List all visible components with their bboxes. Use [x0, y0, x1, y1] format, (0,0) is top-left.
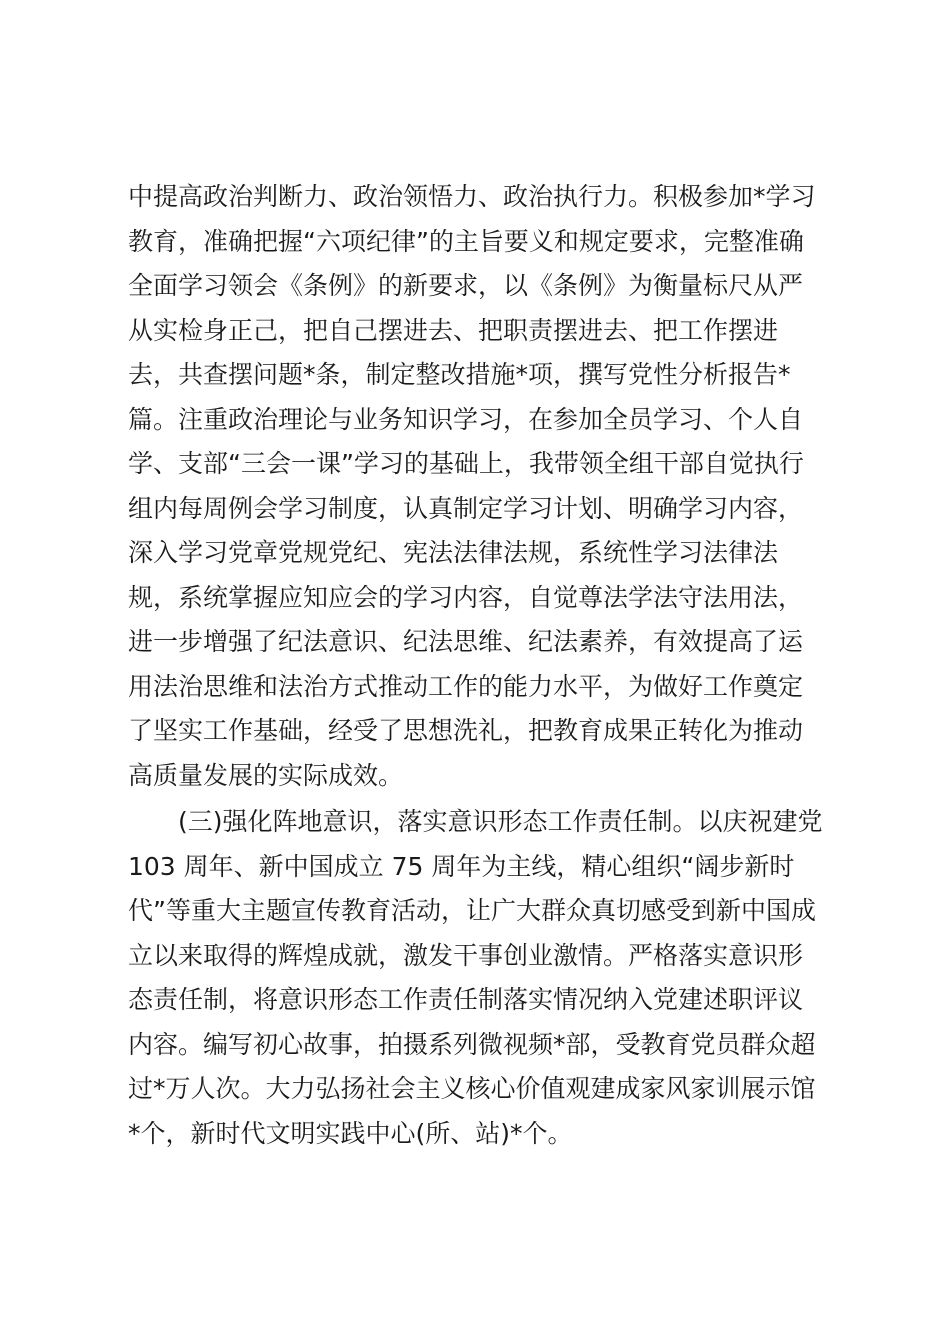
text-line: 立以来取得的辉煌成就，激发干事创业激情。严格落实意识形 — [128, 940, 804, 970]
text-line: 组内每周例会学习制度，认真制定学习计划、明确学习内容， — [128, 493, 804, 523]
paragraph-study-education — [128, 175, 828, 798]
text-line: *个，新时代文明实践中心(所、站)*个。 — [128, 1118, 573, 1148]
text-line: 去，共查摆问题*条，制定整改措施*项，撰写党性分析报告* — [128, 360, 791, 389]
text-line: 深入学习党章党规党纪、宪法法律法规，系统性学习法律法 — [128, 538, 779, 567]
paragraph-ideology-responsibility — [128, 800, 828, 1156]
text-line: 高质量发展的实际成效。 — [128, 760, 404, 790]
text-line: 内容。编写初心故事，拍摄系列微视频*部，受教育党员群众超 — [128, 1029, 816, 1059]
text-line: 全面学习领会《条例》的新要求，以《条例》为衡量标尺从严 — [128, 271, 804, 300]
text-line: 了坚实工作基础，经受了思想洗礼，把教育成果正转化为推动 — [128, 716, 804, 745]
text-line: 学、支部“三会一课”学习的基础上，我带领全组干部自觉执行 — [128, 449, 804, 478]
text-line: 篇。注重政治理论与业务知识学习，在参加全员学习、个人自 — [128, 404, 804, 434]
text-line: 态责任制，将意识形态工作责任制落实情况纳入党建述职评议 — [128, 985, 804, 1014]
text-line: 代”等重大主题宣传教育活动，让广大群众真切感受到新中国成 — [128, 896, 816, 925]
text-line: 规，系统掌握应知应会的学习内容，自觉尊法学法守法用法， — [128, 582, 804, 612]
text-line: 进一步增强了纪法意识、纪法思维、纪法素养，有效提高了运 — [128, 627, 804, 656]
text-line: 中提高政治判断力、政治领悟力、政治执行力。积极参加*学习 — [128, 182, 816, 211]
text-line: 用法治思维和法治方式推动工作的能力水平，为做好工作奠定 — [128, 671, 804, 701]
text-line: 从实检身正己，把自己摆进去、把职责摆进去、把工作摆进 — [128, 315, 779, 345]
text-line: 过*万人次。大力弘扬社会主义核心价值观建成家风家训展示馆 — [128, 1074, 816, 1103]
text-line: 103 周年、新中国成立 75 周年为主线，精心组织“阔步新时 — [128, 851, 795, 881]
text-line: 教育，准确把握“六项纪律”的主旨要义和规定要求，完整准确 — [128, 226, 804, 256]
section-heading-line: (三)强化阵地意识，落实意识形态工作责任制。以庆祝建党 — [178, 807, 823, 836]
